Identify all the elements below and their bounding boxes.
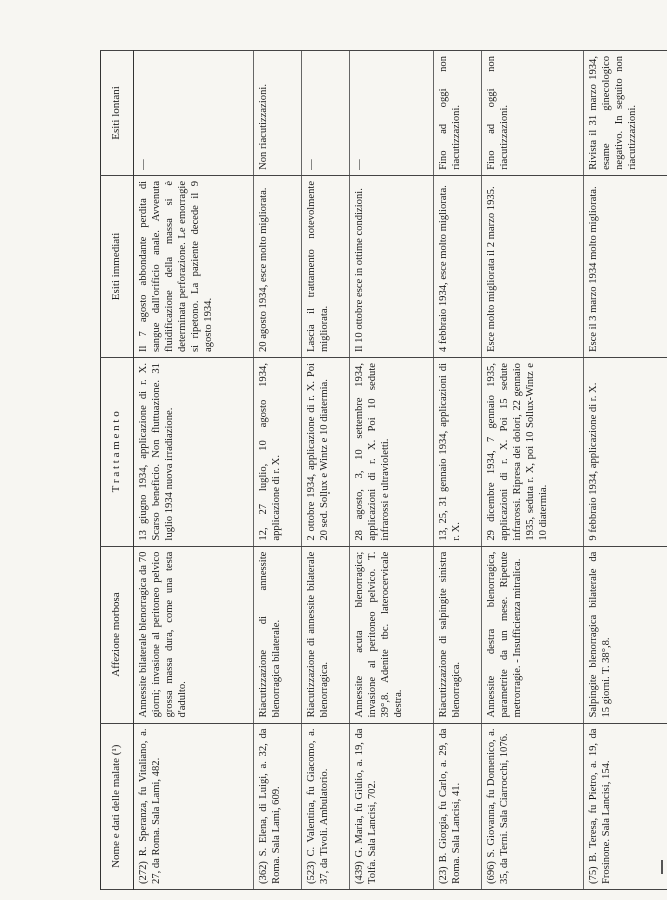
cell-immediate: Il 10 ottobre esce in ottime condizioni. bbox=[350, 175, 434, 357]
cell-distant: Fino ad oggi non riacutizzazioni. bbox=[434, 51, 482, 176]
cell-distant: Rivista il 31 marzo 1934, esame ginecologico negativo. In seguito non riacutizzazioni. bbox=[584, 51, 667, 176]
cell-treatment: 13, 25, 31 gennaio 1934, applicazioni di r. X. bbox=[434, 358, 482, 547]
cell-affection: Riacutizzazione di annessite bilaterale blenorragica. bbox=[301, 546, 349, 723]
cell-immediate: 4 febbraio 1934, esce molto migliorata. bbox=[434, 175, 482, 357]
rotated-table-wrapper bbox=[100, 50, 667, 890]
header-affection: Affezione morbosa bbox=[101, 546, 134, 723]
cell-immediate: Esce molto migliorata il 2 marzo 1935. bbox=[482, 175, 584, 357]
table-row bbox=[584, 51, 667, 890]
table-row bbox=[253, 51, 301, 890]
cell-distant: — bbox=[134, 51, 254, 176]
cell-distant: Non riacutizzazioni. bbox=[253, 51, 301, 176]
cell-name: (23) B. Giorgia, fu Carlo, a. 29, da Roma. Sala Lancisi, 41. bbox=[434, 723, 482, 889]
cell-affection: Riacutizzazione di salpingite sinistra blenorragica. bbox=[434, 546, 482, 723]
cell-affection: Riacutizzazione di annessite blenorragica bilaterale. bbox=[253, 546, 301, 723]
table-row bbox=[301, 51, 349, 890]
cell-name: (696) S. Giovanna, fu Domenico, a. 35, da Terni. Sala Ciarrocchi, 1076. bbox=[482, 723, 584, 889]
table-header-row bbox=[101, 51, 134, 890]
cell-distant: Fino ad oggi non riacutizzazioni. bbox=[482, 51, 584, 176]
cell-immediate: Esce il 3 marzo 1934 molto migliorata. bbox=[584, 175, 667, 357]
cell-name: (75) B. Teresa, fu Pietro, a. 19, da Frosinone. Sala Lancisi, 154. bbox=[584, 723, 667, 889]
cell-distant: — bbox=[350, 51, 434, 176]
cell-immediate: Il 7 agosto abbondante perdita di sangue dall'orificio anale. Avvenuta fluidificazione della massa si è determinata perforazione. Le emorragie si ripetono. La paziente decede il 9 agosto 1934. bbox=[134, 175, 254, 357]
cell-affection: Annessite acuta blenorragica; invasione al peritoneo pelvico. T. 39°,8. Adenite tbc. laterocervicale destra. bbox=[350, 546, 434, 723]
cell-treatment: 28 agosto, 3, 10 settembre 1934, applicazioni di r. X. Poi 10 sedute infrarossi e ultravioletti. bbox=[350, 358, 434, 547]
cell-name: (439) G. Maria, fu Giulio, a. 19, da Tolfa. Sala Lancisi, 702. bbox=[350, 723, 434, 889]
cell-name: (523) C. Valentina, fu Giacomo, a. 37, da Tivoli. Ambulatorio. bbox=[301, 723, 349, 889]
table-row bbox=[482, 51, 584, 890]
cell-affection: Annessite destra blenorragica, parametrite da un mese. Ripetute metrorragie. - Insufficienza mitralica. bbox=[482, 546, 584, 723]
cell-distant: — bbox=[301, 51, 349, 176]
cell-name: (272) R. Speranza, fu Vitaliano, a. 27, da Roma. Sala Lami, 482. bbox=[134, 723, 254, 889]
header-distant: Esiti lontani bbox=[101, 51, 134, 176]
cell-treatment: 13 giugno 1934, applicazione di r. X. Scarso beneficio. Non fluttuazione. 31 luglio 1934 nuova irradiazione. bbox=[134, 358, 254, 547]
clinical-cases-table bbox=[100, 50, 667, 890]
header-immediate: Esiti immediati bbox=[101, 175, 134, 357]
cell-name: (362) S. Elena, di Luigi, a. 32, da Roma. Sala Lami, 609. bbox=[253, 723, 301, 889]
cell-affection: Annessite bilaterale blenorragica da 70 giorni; invasione al peritoneo pelvico grossa massa dura, come una testa d'adulto. bbox=[134, 546, 254, 723]
cell-treatment: 9 febbraio 1934, applicazione di r. X. bbox=[584, 358, 667, 547]
rotated-table-frame bbox=[100, 50, 667, 890]
cell-affection: Salpingite blenorragica bilaterale da 15 giorni. T. 38°,8. bbox=[584, 546, 667, 723]
header-treatment: T r a t t a m e n t o bbox=[101, 358, 134, 547]
cell-treatment: 29 dicembre 1934, 7 gennaio 1935, applicazioni di r. X. Poi 15 sedute infrarossi. Ripresa dei dolori, 22 gennaio 1935, seduta r. X, poi 10 Sollux-Wintz e 10 diatermia. bbox=[482, 358, 584, 547]
table-row bbox=[134, 51, 254, 890]
cell-immediate: Lascia il trattamento notevolmente migliorata. bbox=[301, 175, 349, 357]
header-name: Nome e dati delle malate (¹) bbox=[101, 723, 134, 889]
cell-immediate: 20 agosto 1934, esce molto migliorata. bbox=[253, 175, 301, 357]
table-row bbox=[434, 51, 482, 890]
cell-treatment: 12, 27 luglio, 10 agosto 1934, applicazione di r. X. bbox=[253, 358, 301, 547]
cell-treatment: 2 ottobre 1934, applicazione di r. X. Poi 20 sed. Sollux e Wintz e 10 diatermia. bbox=[301, 358, 349, 547]
table-row bbox=[350, 51, 434, 890]
